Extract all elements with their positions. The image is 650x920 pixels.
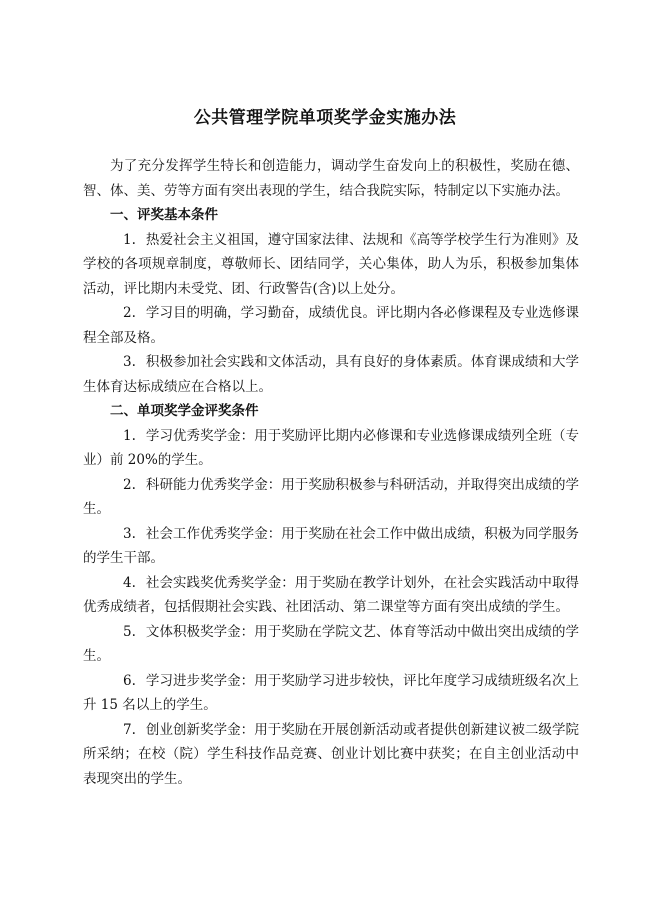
list-item (83, 473, 579, 522)
item-text: 积极参加社会实践和文体活动，具有良好的身体素质。体育课成绩和大学生体育达标成绩应在合格以上。 (83, 354, 579, 395)
item-number: 7. (123, 721, 136, 738)
item-number: 4. (123, 574, 136, 591)
list-item (83, 522, 579, 571)
list-item (83, 350, 579, 399)
item-number: 1. (123, 427, 136, 444)
section-heading-award-conditions: 二、单项奖学金评奖条件 (110, 403, 259, 419)
intro-paragraph: 为了充分发挥学生特长和创造能力，调动学生奋发向上的积极性，奖励在德、智、体、美、劳等方面有突出表现的学生，结合我院实际，特制定以下实施办法。 (83, 158, 579, 199)
item-text: 热爱社会主义祖国，遵守国家法律、法规和《高等学校学生行为准则》及学校的各项规章制度，尊敬师长、团结同学，关心集体，助人为乐，积极参加集体活动，评比期内未受党、团、行政警告(含)以上处分。 (83, 231, 579, 297)
item-number: 3. (123, 525, 136, 542)
item-number: 1. (123, 231, 136, 248)
item-number: 5. (123, 623, 136, 640)
item-text: 社会实践奖优秀奖学金：用于奖励在教学计划外，在社会实践活动中取得优秀成绩者，包括假期社会实践、社团活动、第二课堂等方面有突出成绩的学生。 (83, 574, 579, 615)
item-text: 学习优秀奖学金：用于奖励评比期内必修课和专业选修课成绩列全班（专业）前 20%的学生。 (83, 427, 579, 468)
item-text: 学习目的明确，学习勤奋，成绩优良。评比期内各必修课程及专业选修课程全部及格。 (83, 305, 579, 346)
item-number: 6. (123, 672, 136, 689)
document-body (83, 154, 579, 791)
item-text: 学习进步奖学金：用于奖励学习进步较快，评比年度学习成绩班级名次上升 15 名以上的学生。 (83, 672, 579, 713)
list-item (83, 718, 579, 792)
list-item (83, 228, 579, 302)
section-heading-basic-conditions: 一、评奖基本条件 (110, 207, 218, 223)
list-item (83, 301, 579, 350)
list-item (83, 669, 579, 718)
item-text: 社会工作优秀奖学金：用于奖励在社会工作中做出成绩，积极为同学服务的学生干部。 (83, 525, 579, 566)
item-text: 科研能力优秀奖学金：用于奖励积极参与科研活动，并取得突出成绩的学生。 (83, 476, 579, 517)
item-number: 3. (123, 354, 136, 370)
item-number: 2. (123, 305, 136, 321)
item-number: 2. (123, 476, 136, 493)
item-text: 文体积极奖学金：用于奖励在学院文艺、体育等活动中做出突出成绩的学生。 (83, 623, 579, 664)
list-item (83, 620, 579, 669)
item-text: 创业创新奖学金：用于奖励在开展创新活动或者提供创新建议被二级学院所采纳；在校（院）学生科技作品竞赛、创业计划比赛中获奖；在自主创业活动中表现突出的学生。 (83, 721, 579, 787)
list-item (83, 571, 579, 620)
document-title: 公共管理学院单项奖学金实施办法 (193, 108, 457, 128)
list-item (83, 424, 579, 473)
